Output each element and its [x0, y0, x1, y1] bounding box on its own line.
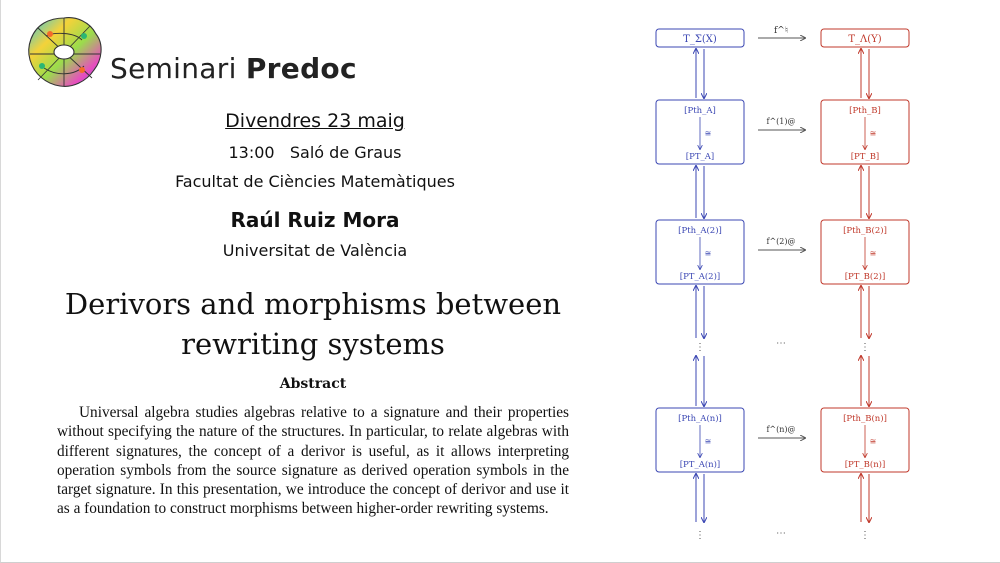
- right-vdots: ⋮: [860, 342, 870, 353]
- row-1-right-iso: ≅: [869, 129, 877, 138]
- left-vdots: ⋮: [695, 342, 705, 353]
- row-2-left-top-label: [Pth_A(2)]: [678, 226, 722, 236]
- event-room: Saló de Graus: [289, 143, 402, 162]
- bottom-right-vdots: ⋮: [860, 530, 870, 541]
- talk-title-line1: Derivors and morphisms between: [64, 287, 562, 321]
- middle-hdots: ⋯: [776, 338, 786, 349]
- row-1-left-iso: ≅: [704, 129, 712, 138]
- event-date: Divendres 23 maig: [225, 110, 405, 132]
- event-time: 13:00: [228, 143, 275, 162]
- row-2-right-bottom-label: [PT_B(2)]: [844, 272, 886, 282]
- row-3-left-iso: ≅: [704, 437, 712, 446]
- row-2-left-iso: ≅: [704, 249, 712, 258]
- abstract-heading: Abstract: [279, 376, 347, 392]
- talk-title: [60, 284, 566, 364]
- talk-title-line2: rewriting systems: [181, 327, 445, 361]
- event-faculty: Facultat de Ciències Matemàtiques: [175, 172, 455, 191]
- seminar-brand: [110, 52, 357, 85]
- row-3-left-top-label: [Pth_A(n)]: [678, 414, 722, 424]
- row-1-right-top-label: [Pth_B]: [849, 106, 881, 116]
- row-3-left-bottom-label: [PT_A(n)]: [679, 460, 721, 470]
- top-right-label: T_Λ(Y): [848, 34, 882, 45]
- row-2-right-top-label: [Pth_B(2)]: [843, 226, 887, 236]
- brand-bold: Predoc: [245, 52, 357, 85]
- row-2-left-bottom-label: [PT_A(2)]: [679, 272, 721, 282]
- abstract-text: Universal algebra studies algebras relative to a signature and their properties without specifying the nature of the structures. In particular, to relate algebras with different signatures, the concept of a derivor is useful, as it allows interpreting operation symbols from the source signature as derived operation symbols in the target signature. In this presentation, we introduce the concept of derivor and use it as a foundation to construct morphisms between higher-order rewriting systems.: [57, 404, 569, 518]
- row-1-left-top-label: [Pth_A]: [684, 106, 716, 116]
- seminar-logo: [24, 14, 104, 90]
- bottom-middle-hdots: ⋯: [776, 528, 786, 539]
- row-3-right-iso: ≅: [869, 437, 877, 446]
- row-3-right-top-label: [Pth_B(n)]: [843, 414, 887, 424]
- speaker-affiliation: Universitat de València: [222, 241, 408, 260]
- row-3-map-label: f^(n)@: [766, 425, 796, 434]
- row-1-map-label: f^(1)@: [766, 117, 796, 126]
- row-3-right-bottom-label: [PT_B(n)]: [844, 460, 886, 470]
- event-time-room: [170, 143, 460, 162]
- row-1-right-bottom-label: [PT_B]: [850, 152, 880, 162]
- derivor-diagram: [640, 20, 930, 550]
- row-2-map-label: f^(2)@: [766, 237, 796, 246]
- row-1-left-bottom-label: [PT_A]: [685, 152, 715, 162]
- speaker-name: Raúl Ruiz Mora: [230, 208, 400, 232]
- row-2-right-iso: ≅: [869, 249, 877, 258]
- bottom-left-vdots: ⋮: [695, 530, 705, 541]
- brand-light: Seminari: [110, 52, 237, 85]
- top-map-label: f^♮: [773, 26, 789, 36]
- top-left-label: T_Σ(X): [683, 34, 717, 45]
